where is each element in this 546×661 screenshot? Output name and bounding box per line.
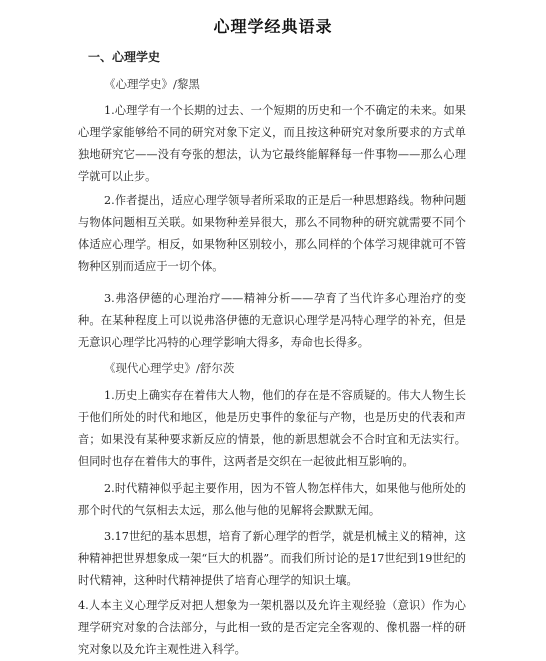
quote-paragraph: 1.心理学有一个长期的过去、一个短期的历史和一个不确定的未来。如果心理学家能够给不同的研究对象下定义，而且按这种研究对象所要求的方式单独地研究它——没有夸张的想法，认为它最终能解释每一件事物——那么心理学就可以止步。 <box>78 104 466 183</box>
book-citation: 《心理学史》/黎黑 <box>104 77 200 91</box>
document-title: 心理学经典语录 <box>213 17 333 36</box>
quote-paragraph: 2.时代精神似乎起主要作用，因为不管人物怎样伟大，如果他与他所处的那个时代的气氛相去太远，那么他与他的见解将会默默无闻。 <box>78 482 466 517</box>
quote-paragraph: 1.历史上确实存在着伟大人物，他们的存在是不容质疑的。伟大人物生长于他们所处的时代和地区，他是历史事件的象征与产物，也是历史的代表和声音；如果没有某种要求新反应的情景，他的新思想就会不合时宜和无法实行。但同时也存在着伟大的事件，这两者是交织在一起彼此相互影响的。 <box>78 389 466 468</box>
quote-paragraph: 2.作者提出，适应心理学领导者所采取的正是后一种思想路线。物种问题与物体问题相互关联。如果物种差异很大，那么不同物种的研究就需要不同个体适应心理学。相反，如果物种区别较小，那么同样的个体学习规律就可不管物种区别而适应于一切个体。 <box>78 194 466 273</box>
section-heading: 一、心理学史 <box>88 50 161 64</box>
quote-paragraph: 4.人本主义心理学反对把人想象为一架机器以及允许主观经验（意识）作为心理学研究对象的合法部分，与此相一致的是否定完全客观的、像机器一样的研究对象以及允许主观性进入科学。 <box>78 599 466 656</box>
book-citation: 《现代心理学史》/舒尔茨 <box>104 361 235 375</box>
quote-paragraph: 3.弗洛伊德的心理治疗——精神分析——孕育了当代许多心理治疗的变种。在某种程度上可以说弗洛伊德的无意识心理学是冯特心理学的补充，但是无意识心理学比冯特的心理学影响大得多，寿命也长得多。 <box>78 292 466 349</box>
quote-paragraph: 3.17世纪的基本思想，培育了新心理学的哲学，就是机械主义的精神，这种精神把世界想象成一架“巨大的机器”。而我们所讨论的是17世纪到19世纪的时代精神，这种时代精神提供了培育心理学的知识土壤。 <box>78 530 466 587</box>
